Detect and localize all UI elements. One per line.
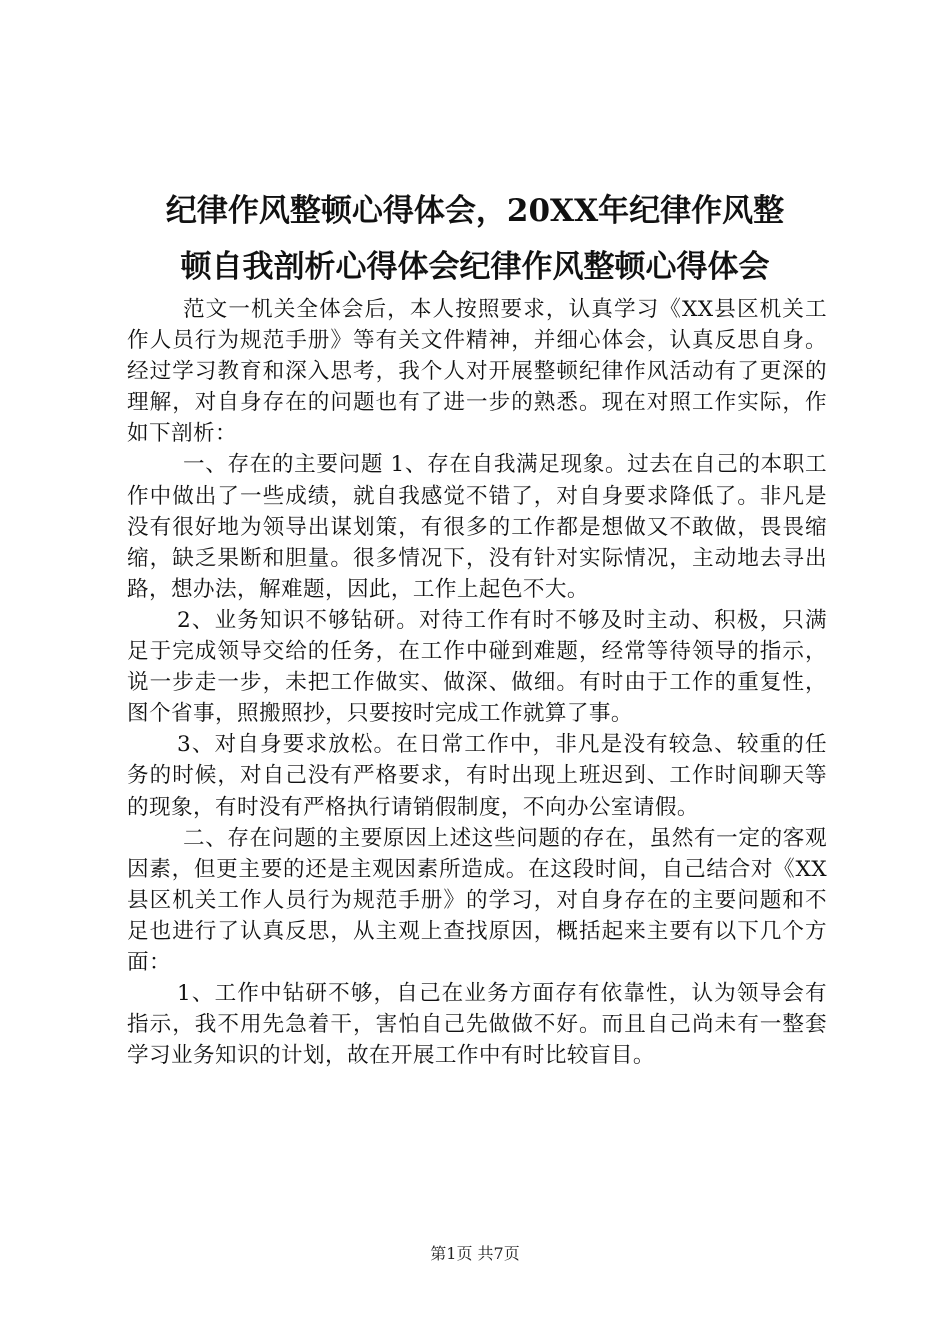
page-number-footer: 第1页 共7页 — [430, 1244, 520, 1263]
paragraph-intro: 范文一机关全体会后，本人按照要求，认真学习《XX县区机关工作人员行为规范手册》等有关文件精神，并细心体会，认真反思自身。经过学习教育和深入思考，我个人对开展整顿纪律作风活动有了更深的理解，对自身存在的问题也有了进一步的熟悉。现在对照工作实际，作如下剖析： — [127, 297, 827, 447]
document-title — [120, 183, 830, 295]
title-line-1: 纪律作风整顿心得体会，20XX年纪律作风整 — [165, 193, 785, 229]
document-body — [127, 294, 827, 1071]
paragraph-problem-3: 3、对自身要求放松。在日常工作中，非凡是没有较急、较重的任务的时候，对自己没有严格要求，有时出现上班迟到、工作时间聊天等的现象，有时没有严格执行请销假制度，不向办公室请假。 — [127, 732, 827, 820]
paragraph-problem-2: 2、业务知识不够钻研。对待工作有时不够及时主动、积极，只满足于完成领导交给的任务，在工作中碰到难题，经常等待领导的指示，说一步走一步，未把工作做实、做深、做细。有时由于工作的重复性，图个省事，照搬照抄，只要按时完成工作就算了事。 — [127, 607, 827, 727]
paragraph-cause-1: 1、工作中钻研不够，自己在业务方面存有依靠性，认为领导会有指示，我不用先急着干，害怕自己先做做不好。而且自己尚未有一整套学习业务知识的计划，故在开展工作中有时比较盲目。 — [127, 981, 827, 1069]
title-line-2: 顿自我剖析心得体会纪律作风整顿心得体会 — [180, 249, 770, 285]
paragraph-main-problems: 一、存在的主要问题 1、存在自我满足现象。过去在自己的本职工作中做出了一些成绩，就自我感觉不错了，对自身要求降低了。非凡是没有很好地为领导出谋划策，有很多的工作都是想做又不敢做，畏畏缩缩，缺乏果断和胆量。很多情况下，没有针对实际情况，主动地去寻出路，想办法，解难题，因此，工作上起色不大。 — [127, 452, 827, 602]
paragraph-main-causes: 二、存在问题的主要原因上述这些问题的存在，虽然有一定的客观因素，但更主要的还是主观因素所造成。在这段时间，自己结合对《XX县区机关工作人员行为规范手册》的学习，对自身存在的主要问题和不足也进行了认真反思，从主观上查找原因，概括起来主要有以下几个方面： — [127, 825, 827, 975]
